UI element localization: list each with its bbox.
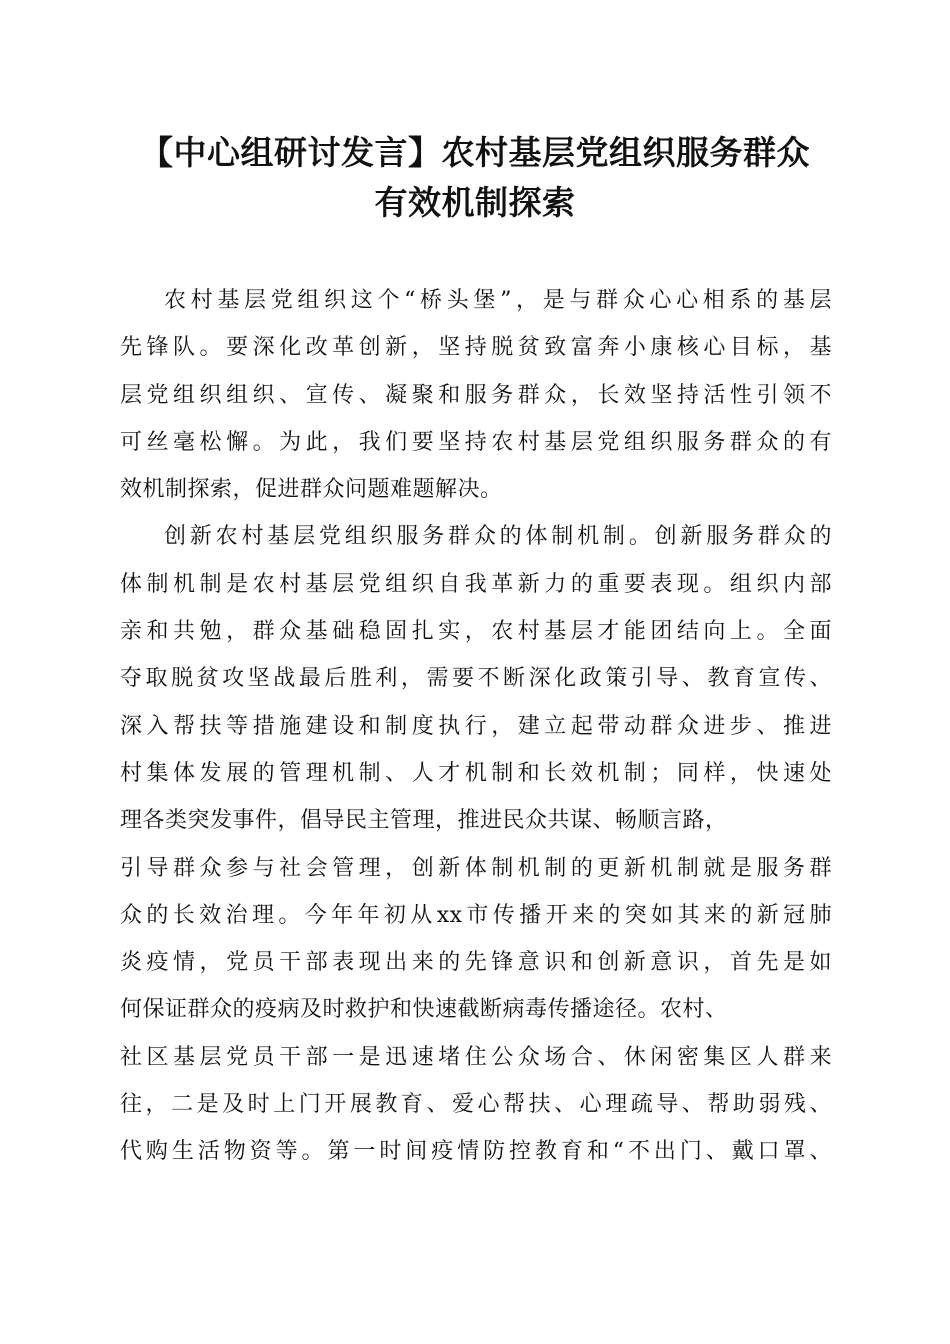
title-line-1: 【中心组研讨发言】农村基层党组织服务群众 [140,133,810,172]
paragraph-line: 亲和共勉，群众基础稳固扎实，农村基层才能团结向上。全面 [120,619,832,645]
paragraph-2 [120,513,832,1175]
paragraph-line: 引导群众参与社会管理，创新体制机制的更新机制就是服务群 [120,855,832,881]
paragraph-line: 众的长效治理。今年年初从xx市传播开来的突如其来的新冠肺 [120,902,832,928]
paragraph-line: 可丝毫松懈。为此，我们要坚持农村基层党组织服务群众的有 [120,429,832,455]
paragraph-line: 农村基层党组织这个“桥头堡”，是与群众心心相系的基层 [164,288,832,313]
paragraph-line: 体制机制是农村基层党组织自我革新力的重要表现。组织内部 [120,571,832,597]
title-line-2: 有效机制探索 [374,183,576,222]
paragraph-line: 先锋队。要深化改革创新，坚持脱贫致富奔小康核心目标，基 [120,335,832,361]
paragraph-line: 深入帮扶等措施建设和制度执行，建立起带动群众进步、推进 [120,713,832,739]
paragraph-line: 夺取脱贫攻坚战最后胜利，需要不断深化政策引导、教育宣传、 [120,666,832,692]
paragraph-line: 代购生活物资等。第一时间疫情防控教育和“不出门、戴口罩、 [120,1139,832,1165]
paragraph-line: 效机制探索，促进群众问题难题解决。 [120,477,503,503]
document-title [100,128,850,228]
paragraph-line: 炎疫情，党员干部表现出来的先锋意识和创新意识，首先是如 [120,950,832,976]
paragraph-line: 创新农村基层党组织服务群众的体制机制。创新服务群众的 [164,524,832,550]
paragraph-line: 往，二是及时上门开展教育、爱心帮扶、心理疏导、帮助弱残、 [120,1092,832,1118]
paragraph-line: 村集体发展的管理机制、人才机制和长效机制；同样，快速处 [120,760,832,786]
paragraph-line: 理各类突发事件，倡导民主管理，推进民众共谋、畅顺言路， [120,808,728,834]
paragraph-line: 层党组织组织、宣传、凝聚和服务群众，长效坚持活性引领不 [120,382,832,408]
paragraph-line: 何保证群众的疫病及时救护和快速截断病毒传播途径。农村、 [120,997,728,1023]
document-body [120,277,832,1176]
paragraph-1 [120,277,832,513]
paragraph-line: 社区基层党员干部一是迅速堵住公众场合、休闲密集区人群来 [120,1044,832,1070]
